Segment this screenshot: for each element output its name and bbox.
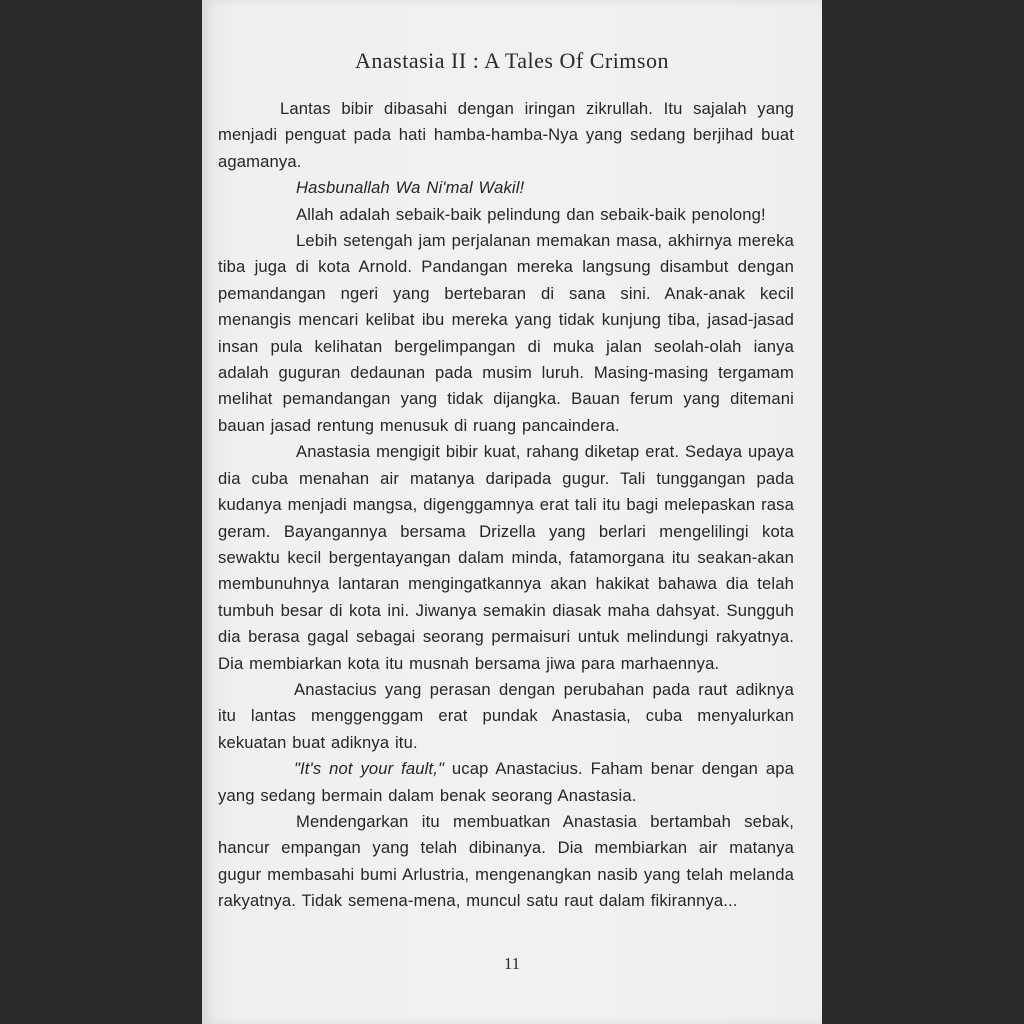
running-head: Anastasia II : A Tales Of Crimson	[355, 48, 669, 73]
book-page	[202, 0, 822, 1024]
paragraph: Anastasia mengigit bibir kuat, rahang diketap erat. Sedaya upaya dia cuba menahan air matanya daripada gugur. Tali tunggangan pada kudanya menjadi mangsa, digenggamnya erat tali itu bagi melepaskan rasa geram. Bayangannya bersama Drizella yang berlari mengelilingi kota sewaktu kecil bergentayangan dalam minda, fatamorgana itu seakan-akan membunuhnya lantaran mengingatkannya akan hakikat bahawa dia telah tumbuh besar di kota ini. Jiwanya semakin diasak maha dahsyat. Sungguh dia berasa gagal sebagai seorang permaisuri untuk melindungi rakyatnya. Dia membiarkan kota itu musnah bersama jiwa para marhaennya.	[218, 442, 794, 673]
body-text	[218, 96, 794, 915]
dialogue-text: ucap Anastacius. Faham benar dengan apa yang sedang bermain dalam benak seorang Anastasia.	[218, 759, 794, 805]
paragraph-dialogue	[218, 756, 794, 809]
paragraph: Lantas bibir dibasahi dengan iringan zikrullah. Itu sajalah yang menjadi penguat pada hati hamba-hamba-Nya yang sedang berjihad buat agamanya.	[218, 99, 794, 171]
paragraph: Anastacius yang perasan dengan perubahan pada raut adiknya itu lantas menggenggam erat pundak Anastasia, cuba menyalurkan kekuatan buat adiknya itu.	[218, 679, 794, 752]
dialogue-quote: "It's not your fault,"	[294, 759, 445, 779]
paragraph: Mendengarkan itu membuatkan Anastasia bertambah sebak, hancur empangan yang telah dibinanya. Dia membiarkan air matanya gugur membasahi bumi Arlustria, mengenangkan nasib yang telah melanda rakyatnya. Tidak semena-mena, muncul satu raut dalam fikirannya...	[218, 811, 794, 911]
paragraph-italic-dua: Hasbunallah Wa Ni'mal Wakil!	[296, 178, 525, 198]
page-number: 11	[503, 954, 521, 973]
paragraph: Allah adalah sebaik-baik pelindung dan sebaik-baik penolong!	[296, 204, 766, 224]
paragraph: Lebih setengah jam perjalanan memakan masa, akhirnya mereka tiba juga di kota Arnold. Pandangan mereka langsung disambut dengan pemandangan ngeri yang bertebaran di sana sini. Anak-anak kecil menangis mencari kelibat ibu mereka yang tidak kunjung tiba, jasad-jasad insan pula kelihatan bergelimpangan di muka jalan seolah-olah ianya adalah guguran dedaunan pada musim luruh. Masing-masing tergamam melihat pemandangan yang tidak dijangka. Bauan ferum yang ditemani bauan jasad rentung menusuk di ruang pancaindera.	[218, 231, 794, 435]
